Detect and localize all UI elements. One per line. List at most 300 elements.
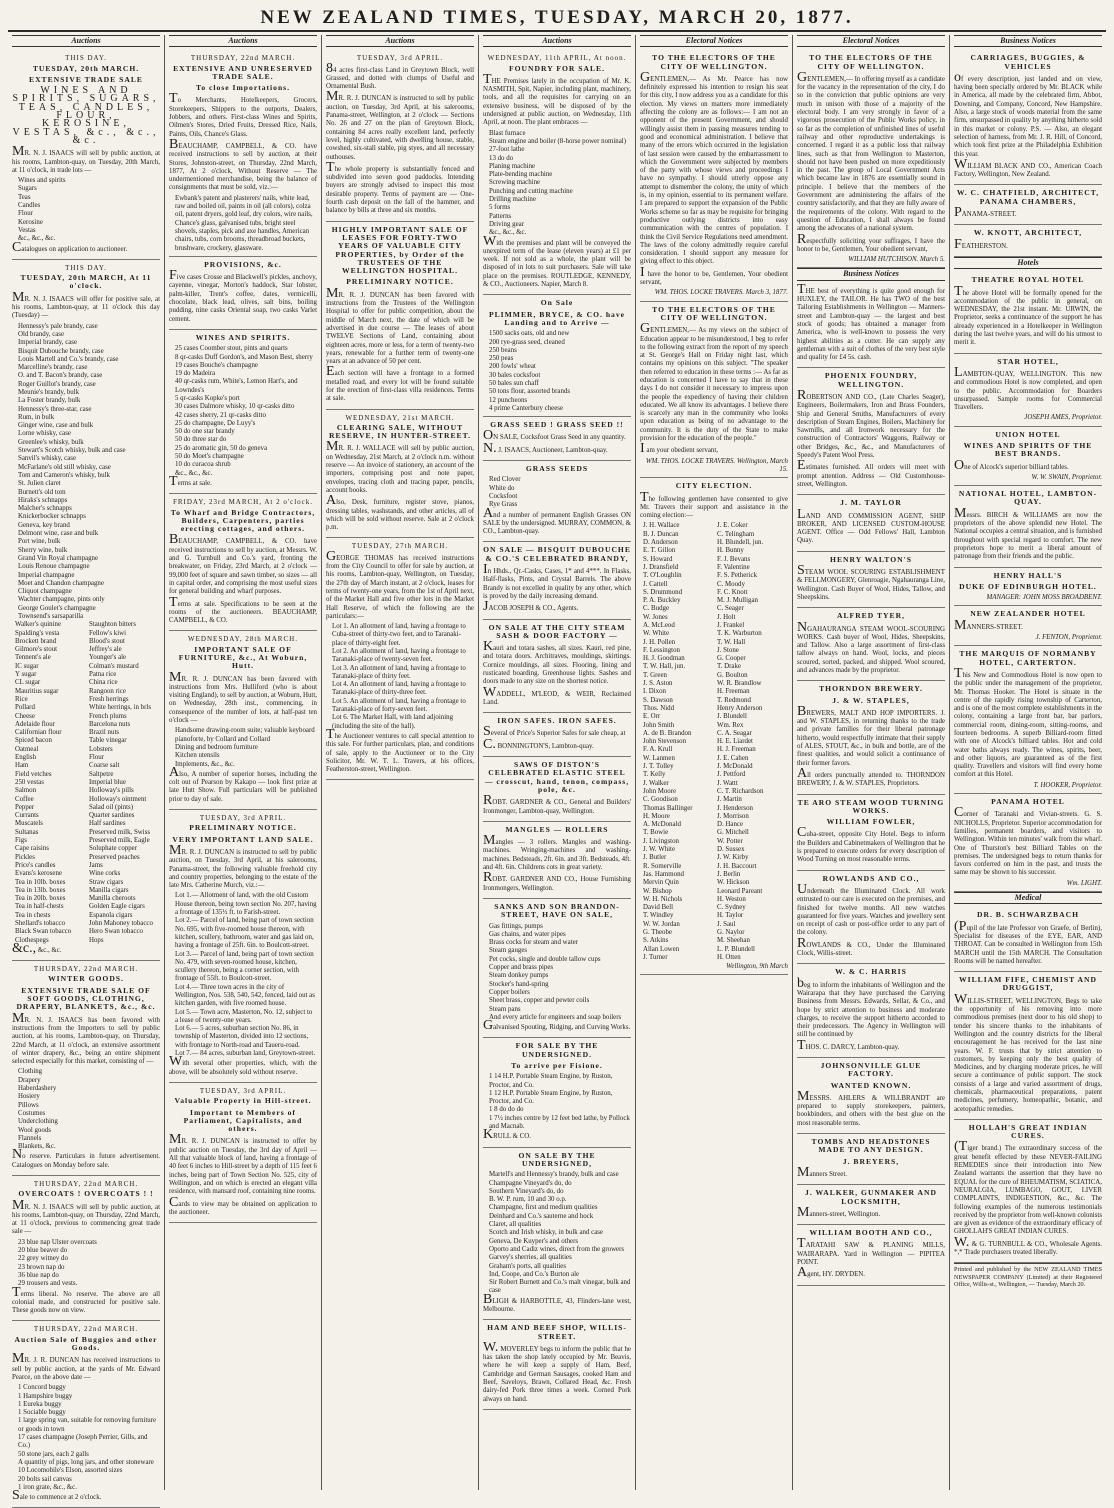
ad-body: MR. R. J. DUNCAN is instructed to sell by public auction, on Tuesday, 3rd April, at his salerooms, Panama-street, the following valuable freehold city and country properties, belonging to the estate of the late Mrs. Catherine Murch, viz.:— (169, 842, 317, 890)
list-item: H. Moore (643, 812, 670, 820)
ad-note: With several other properties, which, with the above, will be absolutely sold without reserve. (169, 1054, 317, 1076)
list-item: Colman's mustard (89, 662, 139, 670)
list-item: J. Turner (643, 953, 668, 961)
ad-title: CITY ELECTION. (675, 481, 753, 491)
list-item: Soluphate copper (89, 845, 138, 853)
list-item: G. Naylor (717, 928, 745, 936)
list-item: Costumes (18, 1109, 46, 1117)
list-item: Brass cocks for steam and water (489, 939, 578, 947)
list-item: Planing machine (489, 162, 536, 170)
ad-title: Auction Sale of Buggies and other Goods. (14, 1334, 158, 1353)
list-item: Half sardines (89, 820, 126, 828)
list-item: H. Otten (717, 953, 741, 961)
advertisement (483, 713, 631, 757)
list-item: Cocksfoot (489, 492, 518, 500)
advertisement (797, 964, 945, 1058)
list-item: 25 cases Coomber stout, pints and quarts (175, 345, 288, 353)
ad-note: THOS. C. DARCY, Lambton-quay. (797, 1037, 900, 1053)
list-item: W. Jones (643, 613, 668, 621)
ad-date: THURSDAY, 22nd MARCH. (33, 1325, 139, 1334)
list-item: Quarter sardines (89, 812, 135, 820)
list-item: 5 forms (489, 204, 511, 212)
ad-title: IMPORTANT SALE OF FURNITURE, &c., At Woburn, Hutt. (178, 644, 308, 671)
list-item: Preserved peaches (89, 853, 140, 861)
list-item: Rice (15, 695, 28, 703)
ad-title: GRASS SEEDS (525, 464, 589, 474)
list-item: C. Budge (643, 605, 670, 613)
list-item: Malcher's schnapps (18, 505, 72, 513)
list-item: Lot 1. An allotment of land, having a frontage to Cuba-street of thirty-two feet, and to Taranaki-place of thirty-eight feet. (332, 623, 466, 647)
list-item: Lot 4.— Three town acres in the city of Wellington, Nos. 538, 540, 542, fenced, laid out as kitchen garden, with five roomed house. (175, 983, 315, 1008)
list-item: 23 brown nap do (18, 1263, 65, 1271)
list-item: Tea in 20lb. boxes (15, 895, 66, 903)
list-item: Oporto and Cadiz wines, direct from the growers (489, 1245, 625, 1253)
list-item: David Bell (643, 904, 674, 912)
list-item: J. Livingston (643, 837, 679, 845)
ad-note: WILLIAM BLACK AND CO., American Coach Factory, Wellington, New Zealand. (954, 156, 1102, 179)
ad-title: TO THE ELECTORS OF THE CITY OF WELLINGTON. (652, 304, 776, 322)
list-item: Clothing (18, 1068, 43, 1076)
ad-note: And a number of permanent English Grasses ON SALE by the undersigned. MURRAY, COMMON, & CO., Lambton-quay. (483, 505, 631, 536)
list-item: 250 vestas (15, 778, 44, 786)
list-item: W. Bishop (643, 887, 672, 895)
ad-body: MR. J. R. DUNCAN has received instructions to sell by public auction, at the yards of Mr. Edward Pearce, on the above date — (12, 1351, 160, 1381)
ad-body: MR. N. J. ISAACS will sell by public auction, at his rooms, Lambton-quay, on Thursday, 22nd March, at 11 o'clock, previous to commencing great trade sale — (12, 1197, 160, 1236)
list-item: O. and T. Bacon's brandy, case (18, 372, 103, 380)
column-heading: Auctions (483, 35, 631, 47)
list-item: Pickles (15, 853, 35, 861)
ad-subtitle: J. BREYERS, (842, 1156, 900, 1166)
ad-date: TUESDAY, 27th MARCH. (351, 542, 449, 551)
advertisement (797, 1185, 945, 1225)
advertisement (954, 272, 1102, 353)
list-item: J. Henderson (717, 804, 753, 812)
advertisement (954, 1120, 1102, 1263)
advertisement (12, 260, 160, 961)
ad-title: UNION HOTEL (995, 429, 1061, 439)
advertisement (483, 822, 631, 899)
ad-note: W. & G. TURNBULL & CO., Wholesale Agents. *,* Trade purchasers treated liberally. (954, 1234, 1102, 1257)
ad-body: Five cases Crosse and Blackwell's pickles, anchovy, cayenne, vinegar, Morton's haddock, Star lobster, palm-killer, Trent's coffee, dates, vermicelli, chocolate, black lead, olives, salt bins, boiling pudding, nine casks Oriental soap, two casks Varlet cement. (169, 268, 317, 323)
ad-body: MR. R. J. DUNCAN has been favored with instructions from Mrs. Hulliford (who is about visiting England), to sell by auction, at Woburn, Hutt, on Wednesday, 28th inst., commencing, in consequence of the number of lots, at half-past ten o'clock — (169, 669, 317, 725)
list-item: 1 8 do do do (489, 1106, 524, 1114)
advertisement (797, 1134, 945, 1185)
list-item: G. Theobe (643, 928, 672, 936)
advertisement (797, 1058, 945, 1134)
list-item: 1 Concord buggy (18, 1384, 66, 1392)
list-item: Kerosine (18, 218, 43, 226)
list-item: E. T. Gillon (643, 547, 676, 555)
list-item: 12 puncheons (489, 396, 528, 404)
column-3 (321, 35, 478, 1490)
list-item: Underclothing (18, 1118, 58, 1126)
ad-body: The following gentlemen have consented to give Mr. Travers their support and assistance in the coming election:— (640, 489, 788, 520)
ad-title: TOMBS AND HEADSTONES MADE TO ANY DESIGN. (811, 1137, 931, 1155)
ad-note: Agent, HY. DRYDEN. (797, 1265, 865, 1281)
list-item: 200 fowls' wheat (489, 363, 536, 371)
ad-title: W. & C. HARRIS (835, 967, 907, 977)
list-item: Oatmeal (15, 745, 39, 753)
list-item: 1 iron grate, &c., &c. (18, 1483, 77, 1491)
column-2 (164, 35, 321, 1490)
column-heading: Auctions (169, 35, 317, 47)
list-item: Pillows (18, 1101, 39, 1109)
ad-body: Several of Price's Superior Safes for sale cheap, at (483, 724, 626, 740)
ad-date: THURSDAY, 22nd MARCH. (33, 965, 139, 974)
ad-signature: WM. THOS. LOCKE TRAVERS. Wellington, March 15. (645, 457, 788, 473)
ad-signature: WM. THOS. LOCKE TRAVERS. March 3, 1877. (654, 289, 788, 297)
ad-subtitle: PRELIMINARY NOTICE. (346, 277, 454, 287)
list-item: 27-foot lathe (489, 146, 525, 154)
ad-title: THE MARQUIS OF NORMANBY HOTEL, CARTERTON. (959, 649, 1097, 667)
ad-title: WILLIAM FIFE, CHEMIST AND DRUGGIST, (959, 975, 1097, 993)
ad-note: Terms at sale. Specifications to be seen at the rooms of the auctioneers. BEAUCHAMP, CAMPBELL, & CO. (169, 594, 317, 625)
list-item: W. H. Nichols (643, 895, 683, 903)
list-item: 50 stone jars, each 2 galls (18, 1450, 89, 1458)
list-item: D. Hance (717, 821, 744, 829)
list-item: La Foster brandy, bulk (18, 397, 81, 405)
list-item: W. Lanmen (643, 754, 675, 762)
list-item: Golden Eagle cigars (89, 903, 145, 911)
list-item: Graham's ports, all qualities (489, 1262, 567, 1270)
ad-body: (Pupil of the late Professor von Graefe, of Berlin), Specialist for diseases of the EYE, EAR, AND THROAT. Can be consulted in Wellington from 15th MARCH until the 15th MARCH. The Consultation Rooms will be named hereafter. (954, 918, 1102, 965)
list-item: Jas. Hammond (643, 870, 684, 878)
list-item: F. J. Bevans (717, 555, 751, 563)
list-item: Delmont wine, case and bulk (18, 530, 99, 538)
list-item: Sanvil's whisky, case (18, 455, 77, 463)
list-item: J. Dransfield (643, 563, 679, 571)
ad-signature: WILLIAM HUTCHISON. March 5. (848, 256, 945, 264)
list-item: Hosiery (18, 1093, 40, 1101)
advertisement (169, 257, 317, 330)
list-item: Coarse salt (89, 762, 120, 770)
ad-note: Cards to view may be obtained on application to the auctioneer. (169, 1194, 317, 1216)
list-item: F. A. Krull (643, 746, 673, 754)
list-item: J. Berlin (717, 870, 741, 878)
list-item: Flour (89, 754, 104, 762)
advertisement (954, 606, 1102, 646)
advertisement (483, 417, 631, 461)
list-item: Kitchen utensils (175, 752, 220, 760)
list-item: Cliquot champagne (18, 588, 72, 596)
list-item: Wine corks (89, 870, 121, 878)
two-column-list (640, 522, 788, 962)
list-item: Table vinegar (89, 737, 127, 745)
ad-subtitle: VERY IMPORTANT LAND SALE. (172, 834, 314, 844)
list-item: Hops (89, 936, 104, 944)
advertisement (169, 1083, 317, 1223)
list-item: T. O'Loughlin (643, 572, 682, 580)
list-item: Deinhard and Co.'s sauterne and hock (489, 1212, 594, 1220)
ad-body: TARATAHI SAW & PLANING MILLS, WAIRARAPA. Yard in Wellington — PIPITEA POINT. (797, 1236, 945, 1267)
advertisement (797, 608, 945, 681)
ad-body: of every description, just landed and on view, having been specially ordered by Mr. BLACK while in America, all made by the celebrated firm, Abbot, Downing, and Company, Concord, New Hampshire. Also, a large stock of woods material from the same firm, unsurpassed in quality by anything hitherto sold in this market or colony. P.S. — Also, an elegant selection of harness, from Mr. J. R. Hill, of Concord, which took first prize at the Philadelphia Exhibition this year. (954, 69, 1102, 158)
list-item: Flour (18, 210, 33, 218)
list-item: A quantity of pigs, long jars, and other stoneware (18, 1458, 154, 1466)
list-item: Pet cocks, single and double tallow cups (489, 955, 601, 963)
list-item: S. Dawson (643, 696, 673, 704)
ad-title: TUESDAY, 20th MARCH, At 11 o'clock. (20, 273, 152, 291)
list-item: Lorne whisky, case (18, 430, 71, 438)
list-item: Steam donkey pumps (489, 972, 549, 980)
list-item: 50 bales sun chaff (489, 379, 539, 387)
ad-note: WADDELL, M'LEOD, & WEIR, Reclaimed Land. (483, 684, 631, 706)
list-item: 19 cases Bouche's champagne (175, 361, 258, 369)
list-item: H. Freeman (717, 688, 750, 696)
list-item: H. J. Freeman (717, 746, 756, 754)
ad-signature: MANAGER: JOHN MOSS BROADBENT. (986, 594, 1102, 602)
ad-body: beg to inform the inhabitants of Wellington and the Wairarapa that they have purchased the Carrying Business from Messrs. Edwards, Sellar, & Co., and hope by strict attention to business and moderate charges, to receive the support hitherto accorded to their predecessors. The Agency in Wellington will still be continued by (797, 975, 945, 1039)
list-item: Steam pans (489, 1005, 521, 1013)
ad-body: GENTLEMEN,— As Mr. Pearce has now definitely expressed his intention to resign his seat for this city, I now address you as a candidate for this election. My views on matters more immediately affecting the colony are as follows:— I am not an opponent of the present Government, and should willingly assist them in passing measures tending to good and economical administration. I believe that many of the errors which occurred in the legislation of last session were caused by the embarrassment to which the Government were subjected by members of the party with whose views and proceedings I have no sympathy. I should utterly oppose any attempt to dismember the colony, the unity of which is, in my opinion, essential to its permanent welfare. I am prepared to support the expansion of the Public Works scheme so far as may be requisite for bringing productive outlying districts into easy communication with the centres of population. I think the Civil Service Regulations need amendment. The laws of the colony admittedly require careful consideration. I should support any measure for giving effect to this object. (640, 69, 788, 266)
list-item: Candles (18, 202, 41, 210)
list-item: Claret, all qualities (489, 1221, 542, 1229)
list-item: Younger's ale (89, 654, 127, 662)
list-item: Mauritius sugar (15, 687, 59, 695)
list-item: 50 do Moet's champagne (175, 453, 244, 461)
list-item: Blankets, &c. (18, 1143, 56, 1151)
ad-note: C. BONNINGTON'S, Lambton-quay. (483, 736, 594, 752)
ad-body: THE best of everything is quite good enough for HUXLEY, the TAILOR. He has TWO of the best Tailoring Establishments in Wellington — Manners-street and Lambton-quay — the largest and best stock of goods; has obtained a manager from America, who is well-known to possess the very highest abilities as a cutter. He can supply any gentleman with a suit of clothes of the very best style and quality for £4 5s. cash. (797, 281, 945, 362)
ad-subtitle: WINES AND SPIRITS OF THE BEST BRANDS. (963, 440, 1093, 459)
list-item: L. P. Blundell (717, 945, 755, 953)
list-item: J. Butler (643, 854, 667, 862)
list-item: Garvey's sherries, all qualities (489, 1254, 572, 1262)
ad-title: OVERCOATS ! OVERCOATS ! ! (18, 1189, 154, 1199)
list-item: T. Windley (643, 912, 674, 920)
list-item: Dining and bedroom furniture (175, 743, 258, 751)
advertisement (797, 1225, 945, 1285)
list-item: Plate-bending machine (489, 171, 553, 179)
list-item: 40 qr-casks rum, White's, Lemon Hart's, and Lowndes's (175, 378, 298, 394)
list-item: M. Sheehan (717, 937, 750, 945)
ad-title: W. KNOTT, ARCHITECT, (973, 228, 1083, 238)
list-item: Ewbank's patent and plasterers' nails, white lead, raw and boiled oil, paints in oil (all colors), colza oil, patent dryers, gold leaf, dry colors, wire nails, Chance's glass, galvanised tubs, bright steel shovels, staples, pick and axe handles, American chairs, tubs, corn brooms, threadbroad buckets, brushware, crockery, glassware. (175, 194, 313, 252)
list-item: 13 do do (489, 154, 514, 162)
list-item: J. Stone (717, 646, 739, 654)
list-item: Geneva, De Kuyper's and others (489, 1237, 579, 1245)
list-item: Manilla cigars (89, 886, 129, 894)
list-item: Lot 1.— Allotment of land, with the old Custom House thereon, being town section No. 207, having a frontage of 135½ ft. to Farish-street. (175, 892, 317, 917)
ad-title: HENRY WALTON'S (830, 554, 912, 564)
advertisement (640, 478, 788, 975)
list-item: Imperial brandy, case (18, 339, 78, 347)
column-heading: Business Notices (954, 35, 1102, 47)
list-item: Holloway's pills (89, 787, 134, 795)
ad-signature: W. W. SWAIN, Proprietor. (1031, 473, 1102, 481)
list-item: F. S. Petherick (717, 572, 758, 580)
list-item: 42 cases sherry, 21 qr-casks ditto (175, 411, 266, 419)
list-item: Coffee (15, 795, 34, 803)
masthead: NEW ZEALAND TIMES, TUESDAY, MARCH 20, 1877. (8, 6, 1106, 32)
advertisement (954, 907, 1102, 972)
list-item: Champagne, first and medium qualities (489, 1204, 598, 1212)
list-item: C. A. Seagar (717, 729, 752, 737)
list-item: Rangoon rice (89, 687, 126, 695)
advertisement (483, 295, 631, 417)
list-item: Handsome drawing-room suite; valuable keyboard pianoforte, by Collard and Collard (175, 727, 315, 743)
advertisement (797, 281, 945, 369)
list-item: H. J. Goodman (643, 655, 685, 663)
advertisement (483, 461, 631, 542)
list-item: Meunie's brandy, bulk (18, 388, 80, 396)
ad-title: ON SALE BY THE UNDERSIGNED, (518, 1150, 596, 1168)
ad-title: ON SALE — BISQUIT DUBOUCHE & CO.'S CELEBRATED BRANDY, (483, 545, 631, 563)
list-item: Jams (89, 861, 103, 869)
list-item: Cheese (15, 712, 35, 720)
advertisement (640, 302, 788, 479)
ad-body: MR. N. J. ISAACS will offer for positive sale, at his rooms, Lambton-quay, at 11 o'clock this day (Tuesday) — (12, 289, 160, 320)
list-item: 17 cases champagne (Joseph Perrier, Gills, and Co.) (18, 1434, 148, 1450)
list-item: H. Blundell, jun. (717, 539, 764, 547)
list-item: John Moore (643, 787, 677, 795)
list-item: C. Telingham (717, 530, 755, 538)
ad-note: With the premises and plant will be conveyed the unexpired term of the lease (eleven years) at £1 per week. If not sold as a whole, the plant will be disposed of in lots to suit purchasers. Sale will take place on the premises. ROUTLEDGE, KENNEDY, & CO., Auctioneers. Napier, March 8. (483, 233, 631, 289)
ad-body: WILLIS-STREET, WELLINGTON, Begs to take the opportunity of his removing into more commodious premises (next door to his old shop) to tender his sincere thanks to the inhabitants of Wellington and the country districts for the liberal encouragement he has received for the last nine years. W. F. trusts that by strict attention to customers, by keeping only the best quality of Medicines, and by charging moderate prices, he will secure a continuance of public support. The stock consists of a large and varied assortment of drugs, chemicals, pharmaceutical preparations, patent medicines, perfumery, homeopathic, botanic, and acetopathic remedies. (954, 991, 1102, 1113)
ad-note: The Auctioneer ventures to call special attention to this sale. For further particulars, plan, and conditions of sale, apply to the Auctioneer or to the City Solicitor, Mr. W. T. L. Travers, at his offices, Featherston-street, Wellington. (326, 726, 474, 774)
list-item: J. E. Cahen (717, 754, 749, 762)
column-heading: Auctions (326, 35, 474, 47)
list-item: Wines and spirits (18, 177, 66, 185)
list-item: W. R. Brandlow (717, 680, 762, 688)
list-item: W. W. Jordan (643, 920, 680, 928)
ad-subtitle: To close Importations. (195, 83, 291, 93)
list-item: Staughton bitters (89, 621, 136, 629)
ad-date: THIS DAY. (65, 263, 107, 272)
list-item: J. Blundell (717, 713, 747, 721)
ad-title: FOR SALE BY THE UNDERSIGNED. (515, 1041, 599, 1059)
list-item: 50 do three star do (175, 436, 227, 444)
list-item: 20 bolts sail canvas (18, 1475, 72, 1483)
list-item: W. Hickson (717, 879, 750, 887)
list-item: Vestas (18, 226, 36, 234)
list-item: Gas fittings, pumps (489, 922, 543, 930)
ad-title: TO THE ELECTORS OF THE CITY OF WELLINGTON. (652, 53, 776, 71)
ad-body: BEAUCHAMP, CAMPBELL, & CO. have received instructions to sell by auction, at their Stores, Johnston-street, on Thursday, 22nd March, 1877, At 2 o'clock, Without Reserve — The undermentioned merchandise, being the balance of consignments that must be sold, viz.:— (169, 136, 317, 192)
list-item: &c., &c., &c. (489, 229, 527, 237)
ad-note: Also, A number of superior horses, including the colt out of Pearson by Kakapo — look first prize at late Hutt Show. Full particulars will be published prior to day of sale. (169, 764, 317, 803)
list-item: Spiced bacon (15, 737, 52, 745)
list-item: D. Sussex (717, 846, 745, 854)
list-item: C. Goodison (643, 796, 678, 804)
list-item: Knickerbocker schnapps (18, 513, 86, 521)
ad-title: HAM AND BEEF SHOP, WILLIS-STREET. (487, 1323, 627, 1341)
ad-body: MR. R. J. WALLACE will sell by public auction, on Wednesday, 21st March, at 2 o'clock n.m. without reserve — An invoice of stationery, an account of the importers, comprising post and note paper, envelopes, tracing cloth and tracing paper, pencils, account books. (326, 439, 474, 494)
ad-subtitle: DUKE OF EDINBURGH HOTEL. (959, 581, 1097, 591)
list-item: J. S. Aston (643, 680, 673, 688)
list-item: Lobsters (89, 745, 113, 753)
list-item: Wachter champagne, pints only (18, 596, 105, 604)
ad-signature: T. HOOKER, Proprietor. (1033, 781, 1102, 789)
ad-title: WINES AND SPIRITS. (195, 332, 291, 342)
advertisement (954, 646, 1102, 794)
advertisement (169, 810, 317, 1083)
ad-title: PRELIMINARY NOTICE. (189, 823, 297, 833)
advertisement (12, 1176, 160, 1321)
ad-body: This New and Commodious Hotel is now open to the public under the management of the proprietor, Mr. Thomas Hooker. The Hotel is situate in the centre of the rapidly rising township of Carterton, and is one of the most complete establishments in the colony, containing a large front bar, bar parlors, commercial room, dining-room, sitting-rooms, and fourteen bedrooms. A superb Billiard-room fitted with one of Alcock's billiard tables. Hot and cold water baths always ready. The wines, spirits, beer, and other liquors, are guaranteed as of the first quality. Travellers and visitors will find every home comfort at this Hotel. (954, 665, 1102, 779)
column-5 (635, 35, 792, 1490)
ad-title: To Wharf and Bridge Contractors, Builders, Carpenters, parties erecting cottages, and others. (170, 507, 316, 534)
list-item: Stocker's hand-spring (489, 980, 549, 988)
list-item: IC sugar (15, 662, 39, 670)
list-item: McFarlane's old still whisky, case (18, 463, 111, 471)
list-item: S. Howard (643, 555, 673, 563)
list-item: A. McDonald (643, 821, 681, 829)
list-item: Blast furnace (489, 129, 526, 137)
list-item: John Mahoney tobacco (89, 919, 153, 927)
list-item: 10 do curacoa shrub (175, 461, 231, 469)
list-item: Grand Vin Royal champagne (18, 554, 99, 562)
list-item: J. Morrison (717, 812, 749, 820)
advertisement (640, 50, 788, 301)
ad-title: HENRY HALL'S (993, 570, 1063, 580)
list-item: Blood's stout (89, 637, 125, 645)
list-item: Holloway's ointment (89, 795, 147, 803)
ad-signature: Wm. LIGHT. (1066, 879, 1102, 887)
advertisement (169, 330, 317, 494)
ad-date: TUESDAY, 3rd APRIL. (199, 1086, 287, 1095)
list-item: George Goulet's champagne (18, 604, 96, 612)
ad-title: THORNDON BREWERY. (819, 684, 923, 694)
advertisement (954, 185, 1102, 225)
list-item: Straw cigars (89, 878, 124, 886)
list-item: Gas chains, and water pipes (489, 930, 566, 938)
ad-body: MR. N. J. ISAACS has been favored with instructions from the Importers to sell by public auction, at his rooms, Lambton-quay, on Thursday, 22nd March, at 11 o'clock, an extensive assortment of winter drapery, &c., being an entire shipment selected especially for this market, consisting of — (12, 1010, 160, 1066)
list-item: Imperial blue (89, 778, 126, 786)
ad-date: WEDNESDAY, 28th MARCH. (188, 635, 298, 644)
list-item: Tom and Cameron's whisky, bulk (18, 471, 110, 479)
list-item: Tea in 13lb. boxes (15, 886, 66, 894)
list-item: Steam engine and boiler (8-horse power nominal) (489, 137, 627, 145)
list-item: 8 qr-casks Duff Gordon's, and Mason Best, sherry (175, 353, 313, 361)
list-item: J. Cattell (643, 580, 668, 588)
ad-note: I have the honor to be, Gentlemen, Your obedient servant, (640, 264, 788, 287)
list-item: St. Julien claret (18, 480, 61, 488)
list-item: Moet and Chandon champagne (18, 579, 104, 587)
list-item: Lot 7.— 84 acres, suburban land, Greytown-street. (175, 1050, 316, 1058)
list-item: 1500 sacks oats, old and new (489, 330, 570, 338)
column-7 (949, 35, 1106, 1490)
ad-body: NGAHAURANGA STEAM WOOL-SCOURING WORKS. Cash buyer of Wool, Hides, Sheepskins, and Tallow. Also a large assortment of first-class tallow always on hand. Wool, locks, and pieces scoured, sorted, packed, and shipped. Wool scoured, and advances made by the proprietor. (797, 619, 945, 674)
advertisement (954, 486, 1102, 567)
ad-body: ON SALE, Cocksfoot Grass Seed in any quantity. (483, 428, 626, 444)
list-item: Ind, Coope, and Co.'s Burton ale (489, 1270, 580, 1278)
list-item: B. W. P. rum, 10 and 30 o.p. (489, 1196, 567, 1204)
list-item: H. Weston (717, 895, 746, 903)
advertisement (797, 268, 945, 280)
list-item: Lot 4. An allotment of land, having a frontage to Taranaki-place of thirty-three feet. (332, 681, 466, 697)
list-item: Figs (15, 837, 27, 845)
ad-title: NATIONAL HOTEL, LAMBTON-QUAY. (958, 489, 1098, 507)
advertisement (483, 620, 631, 714)
ad-date: WEDNESDAY, 11th APRIL, At noon. (487, 54, 627, 63)
list-item: 5 qr-casks Kopke's port (175, 394, 240, 402)
list-item: J. E. Coker (717, 522, 748, 530)
ad-body: In Hhds., Qr.-Casks, Cases, 1* and 4***. In Flasks, Half-flasks, Pints, and Crystal Barrels. The above Brandy is not excelled in quality by any other, which is proved by the daily increasing demand. (483, 562, 631, 600)
list-item: Copper and brass pipes (489, 964, 554, 972)
list-item: Wool goods (18, 1126, 51, 1134)
ad-note: Galvanised Spouting, Ridging, and Curving Works. (483, 1018, 631, 1034)
list-item: China rice (89, 679, 118, 687)
advertisement (12, 961, 160, 1176)
ad-subtitle: Important to Members of Parliament, Capitalists, and others. (183, 1107, 303, 1134)
ad-note: ROBT. GARDNER & CO., General and Builders' Ironmonger, Lambton-quay, Wellington. (483, 793, 631, 815)
list-item: 30 cases Dalmore whisky, 10 qr-casks ditto (175, 403, 295, 411)
ad-date: FRIDAY, 23rd MARCH, At 2 o'clock. (172, 498, 314, 507)
advertisement (954, 427, 1102, 486)
list-item: A. de B. Brandon (643, 729, 692, 737)
list-item: Mervin Quin (643, 879, 679, 887)
